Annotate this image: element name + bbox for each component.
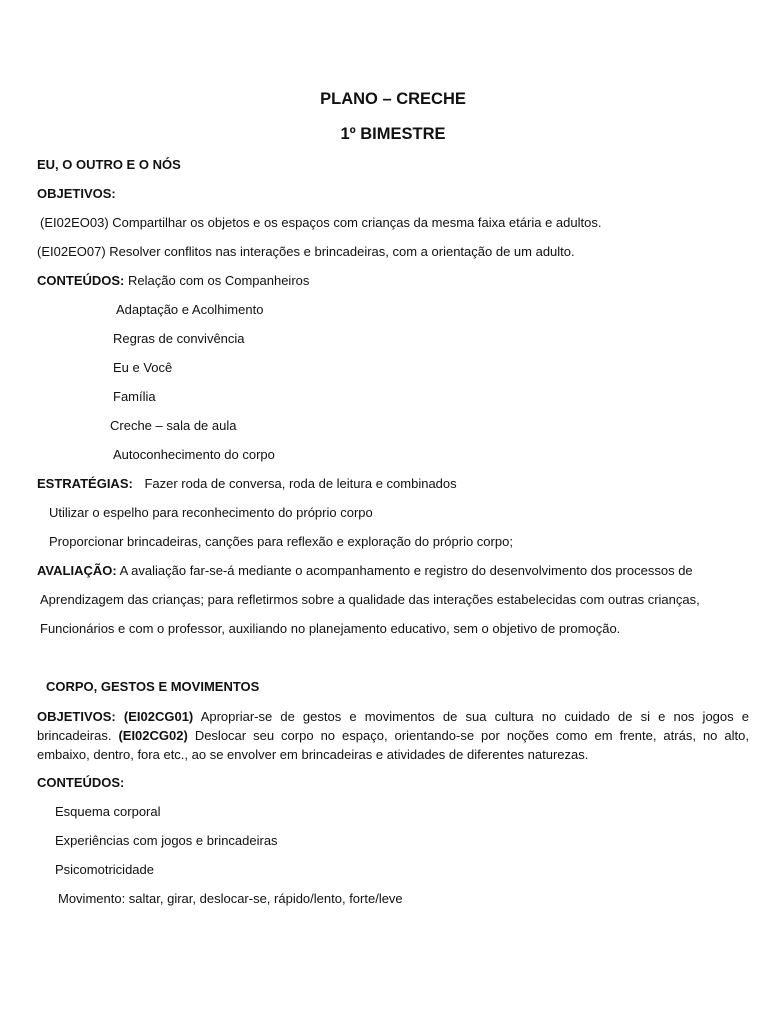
section1-conteudo-item: Autoconhecimento do corpo — [113, 447, 275, 462]
section1-avaliacao-row — [37, 563, 693, 579]
section1-estrategias-row — [37, 476, 457, 492]
section2-conteudo-item: Esquema corporal — [55, 804, 161, 819]
section1-estrategia-first: Fazer roda de conversa, roda de leitura e combinados — [144, 476, 457, 491]
section1-conteudo-item: Adaptação e Acolhimento — [116, 302, 264, 317]
section2-objetivo-1: Apropriar-se de gestos e movimentos de sua cultura no cuidado de si e nos jogos e brincadeiras. — [37, 709, 749, 743]
section1-objetivos-label: OBJETIVOS: — [37, 186, 116, 201]
section1-conteudo-item: Regras de convivência — [113, 331, 245, 346]
section1-objetivo-1: (EI02EO03) Compartilhar os objetos e os espaços com crianças da mesma faixa etária e adultos. — [40, 215, 602, 230]
section1-estrategia-item: Proporcionar brincadeiras, canções para reflexão e exploração do próprio corpo; — [49, 534, 513, 549]
section1-conteudo-item: Família — [113, 389, 156, 404]
section1-estrategia-item: Utilizar o espelho para reconhecimento do próprio corpo — [49, 505, 373, 520]
section2-code-2: (EI02CG02) — [118, 728, 188, 743]
section1-avaliacao-label: AVALIAÇÃO: — [37, 563, 117, 578]
section1-conteudo-first: Relação com os Companheiros — [128, 273, 310, 288]
section1-conteudos-label: CONTEÚDOS: — [37, 273, 125, 288]
document-subtitle: 1º BIMESTRE — [340, 125, 446, 143]
section2-objetivo-2: Deslocar seu corpo no espaço, orientando-se por noções como em frente, atrás, no alto, embaixo, dentro, fora etc., ao se envolver em brincadeiras e atividades de diferentes naturezas. — [37, 728, 749, 762]
section2-conteudo-item: Experiências com jogos e brincadeiras — [55, 833, 278, 848]
section2-objetivos-label: OBJETIVOS: — [37, 709, 116, 724]
section1-avaliacao-line: Aprendizagem das crianças; para refletirmos sobre a qualidade das interações estabelecidas com outras crianças, — [40, 592, 700, 607]
section1-heading: EU, O OUTRO E O NÓS — [37, 157, 181, 172]
section2-conteudo-item: Movimento: saltar, girar, deslocar-se, rápido/lento, forte/leve — [58, 891, 403, 906]
section2-code-1: (EI02CG01) — [123, 709, 194, 724]
section1-conteudos-row — [37, 273, 309, 289]
section2-conteudos-label: CONTEÚDOS: — [37, 775, 125, 790]
section1-conteudo-item: Creche – sala de aula — [110, 418, 237, 433]
section2-objetivos-paragraph — [37, 707, 749, 764]
section2-conteudo-item: Psicomotricidade — [55, 862, 154, 877]
document-title: PLANO – CRECHE — [320, 90, 466, 108]
section1-objetivo-2: (EI02EO07) Resolver conflitos nas interações e brincadeiras, com a orientação de um adulto. — [37, 244, 575, 259]
section2-heading: CORPO, GESTOS E MOVIMENTOS — [46, 679, 260, 694]
section1-avaliacao-first: A avaliação far-se-á mediante o acompanhamento e registro do desenvolvimento dos processos de — [119, 563, 693, 578]
section1-avaliacao-line: Funcionários e com o professor, auxiliando no planejamento educativo, sem o objetivo de promoção. — [40, 621, 621, 636]
section1-estrategias-label: ESTRATÉGIAS: — [37, 476, 133, 491]
section1-conteudo-item: Eu e Você — [113, 360, 173, 375]
